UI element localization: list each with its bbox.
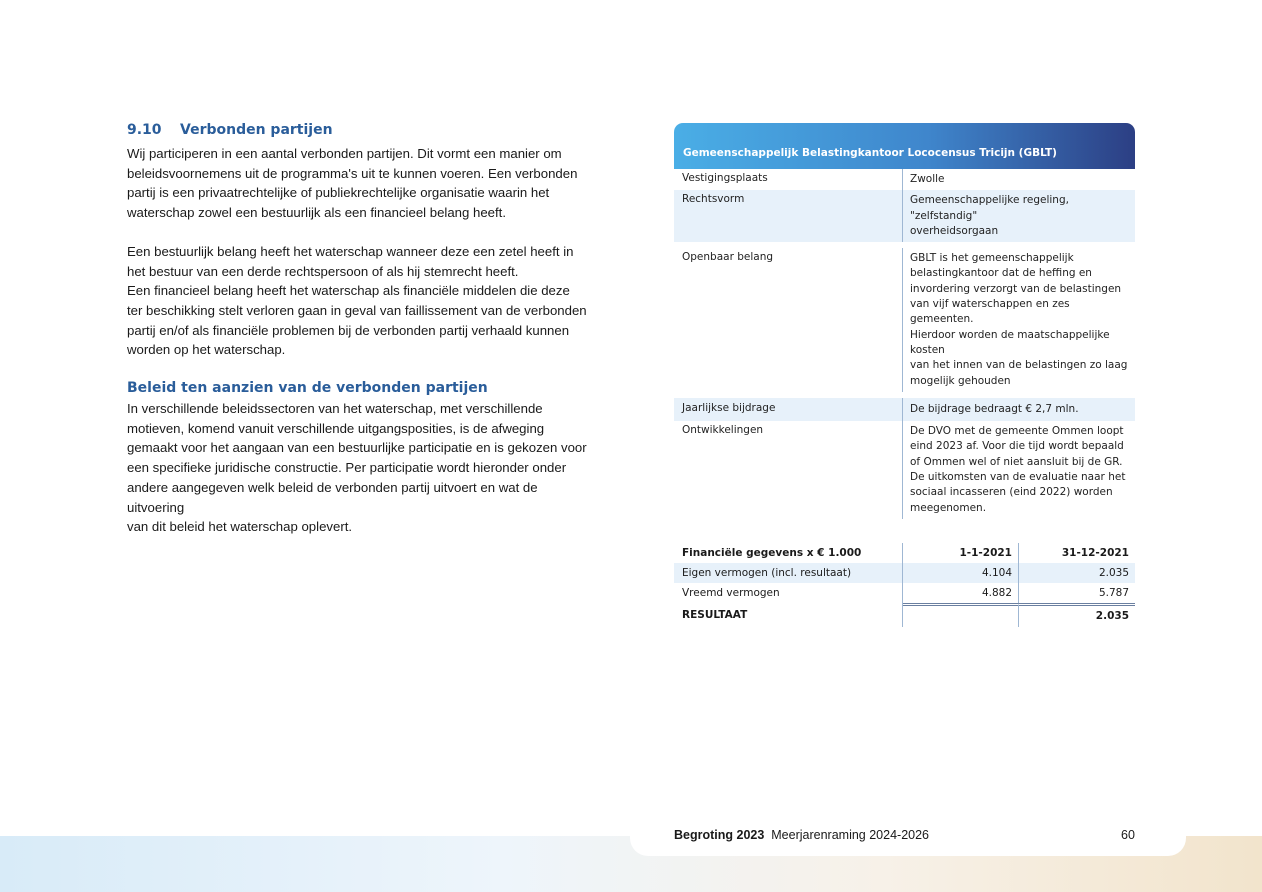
table-row: Rechtsvorm Gemeenschappelijke regeling, "zelfstandig" overheidsorgaan bbox=[674, 190, 1135, 242]
table-row: Jaarlijkse bijdrage De bijdrage bedraagt € 2,7 mln. bbox=[674, 398, 1135, 421]
table-row: Vestigingsplaats Zwolle bbox=[674, 169, 1135, 190]
page-number: 60 bbox=[1121, 828, 1135, 842]
table-body bbox=[674, 169, 1135, 543]
footer-title: Begroting 2023 Meerjarenraming 2024-2026 bbox=[674, 828, 929, 842]
policy-subheading: Beleid ten aanzien van de verbonden partijen bbox=[127, 380, 488, 397]
section-title: Verbonden partijen bbox=[180, 122, 333, 138]
main-text-column bbox=[127, 122, 597, 537]
section-heading bbox=[127, 122, 597, 138]
section-number: 9.10 bbox=[127, 122, 162, 138]
table-row: Ontwikkelingen De DVO met de gemeente Ommen loopt eind 2023 af. Voor die tijd wordt bepaald of Ommen wel of niet aansluit bij de GR. De uitkomsten van de evaluatie naar het sociaal incasseren (eind 2022) worden meegenomen. bbox=[674, 421, 1135, 543]
interest-paragraph: Een bestuurlijk belang heeft het waterschap wanneer deze een zetel heeft in het bestuur van een derde rechtspersoon of als hij stemrecht heeft. Een financieel belang heeft het waterschap als financiële middelen die deze ter beschikking stelt verloren gaan in geval van faillissement van de verbonden partij en/of als financiële problemen bij de verbonden partij verhaald kunnen worden op het waterschap. bbox=[127, 243, 587, 358]
financial-header-row: Financiële gegevens x € 1.000 1-1-2021 31-12-2021 bbox=[674, 543, 1135, 563]
gblt-table bbox=[674, 123, 1135, 627]
table-row: Vreemd vermogen 4.882 5.787 bbox=[674, 583, 1135, 603]
table-row: Openbaar belang GBLT is het gemeenschappelijk belastingkantoor dat de heffing en invordering verzorgt van de belastingen van vijf waterschappen en zes gemeenten. Hierdoor worden de maatschappelijke kosten van het innen van de belastingen zo laag mogelijk gehouden bbox=[674, 242, 1135, 398]
intro-paragraph: Wij participeren in een aantal verbonden partijen. Dit vormt een manier om beleidsvoornemens uit de programma's uit te kunnen voeren. Een verbonden partij is een privaatrechtelijke of publiekrechtelijke organisatie waarin het waterschap zowel een bestuurlijk als een financieel belang heeft. bbox=[127, 146, 578, 221]
table-row: Eigen vermogen (incl. resultaat) 4.104 2.035 bbox=[674, 563, 1135, 583]
table-title: Gemeenschappelijk Belastingkantoor Lococensus Tricijn (GBLT) bbox=[674, 123, 1135, 169]
policy-paragraph: In verschillende beleidssectoren van het waterschap, met verschillende motieven, komend vanuit verschillende uitgangsposities, is de afweging gemaakt voor het aangaan van een bestuurlijke participatie en is gekozen voor een specifieke juridische constructie. Per participatie wordt hieronder onder andere aangegeven welk beleid de verbonden partij uitvoert en wat de uitvoering van dit beleid het waterschap oplevert. bbox=[127, 401, 587, 535]
total-row: RESULTAAT 2.035 bbox=[674, 603, 1135, 627]
